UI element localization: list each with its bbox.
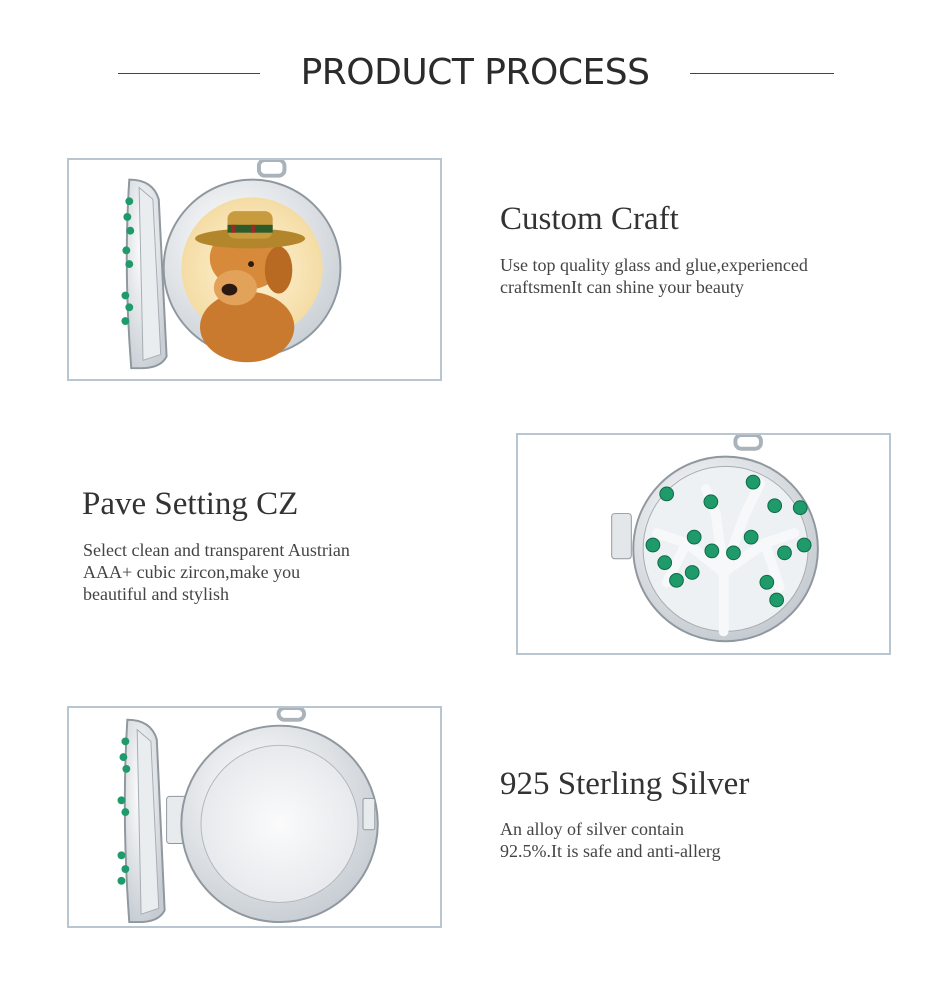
desc-line: 92.5%.It is safe and anti-allerg: [500, 841, 721, 861]
locket-photo-open-empty: [67, 706, 442, 928]
feature-desc-pave-setting: [83, 539, 350, 605]
locket-photo-tree-of-life: [516, 433, 891, 655]
desc-line: craftsmenIt can shine your beauty: [500, 277, 744, 297]
feature-desc-custom-craft: [500, 254, 808, 298]
locket-photo-open-dog: [67, 158, 442, 381]
desc-line: An alloy of silver contain: [500, 819, 684, 839]
desc-line: beautiful and stylish: [83, 584, 229, 604]
desc-line: AAA+ cubic zircon,make you: [83, 562, 301, 582]
feature-title-sterling-silver: 925 Sterling Silver: [500, 766, 750, 802]
desc-line: Use top quality glass and glue,experienced: [500, 255, 808, 275]
feature-desc-sterling-silver: [500, 818, 721, 862]
feature-title-custom-craft: Custom Craft: [500, 201, 679, 237]
page-title: PRODUCT PROCESS: [300, 52, 650, 93]
feature-title-pave-setting: Pave Setting CZ: [82, 486, 299, 522]
desc-line: Select clean and transparent Austrian: [83, 540, 350, 560]
header-line-right: [690, 73, 834, 74]
